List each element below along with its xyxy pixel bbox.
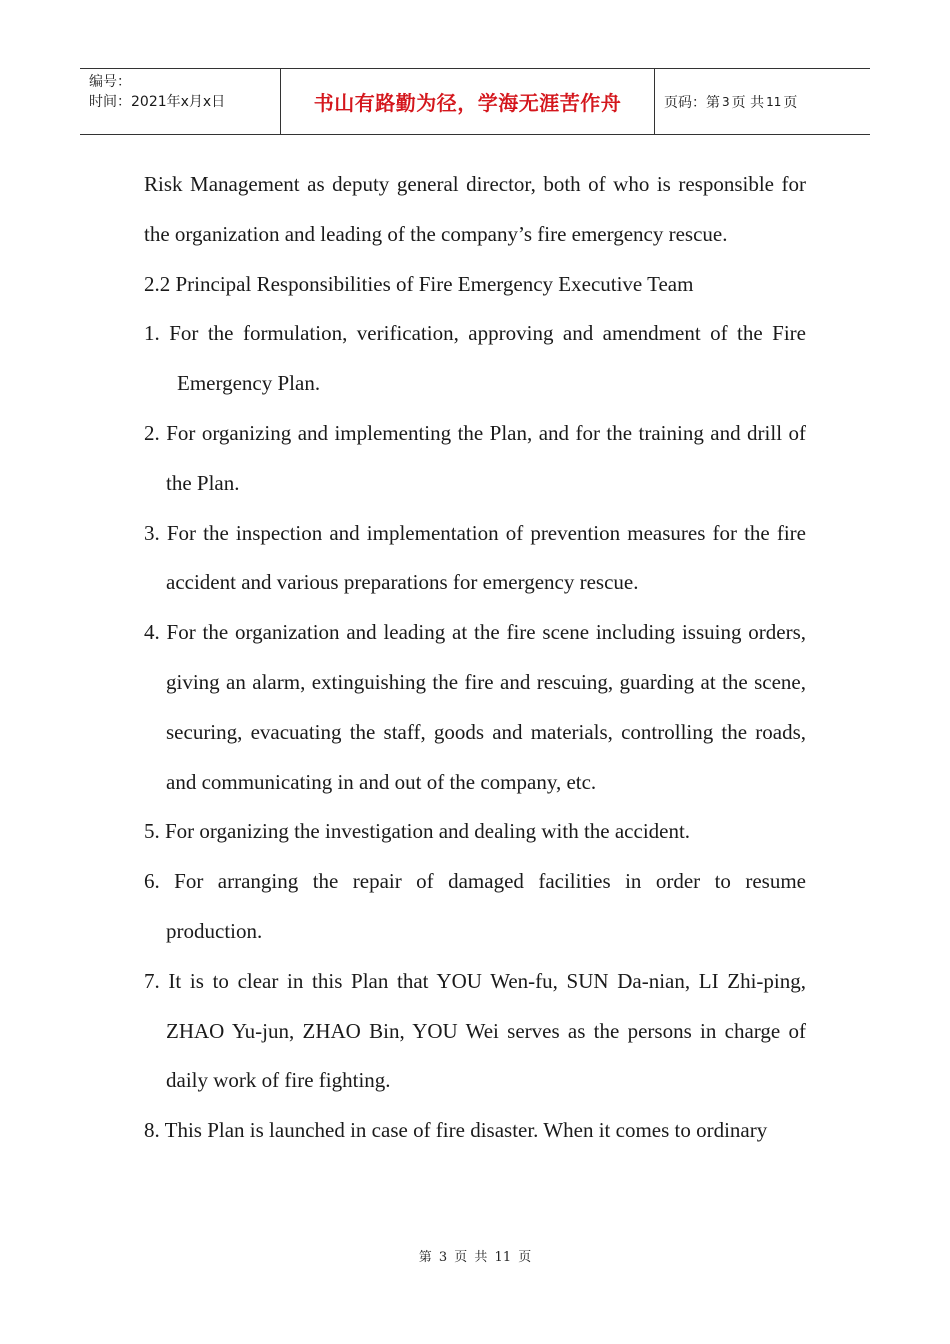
page-prefix: 页码：第 xyxy=(664,94,720,111)
intro-paragraph: Risk Management as deputy general director, both of who is responsible for the organization and leading of the company’s fire emergency rescue. xyxy=(144,172,806,246)
time-label: 时间：2021年x月x日 xyxy=(89,94,226,110)
header-meta xyxy=(80,69,281,134)
list-item: 8. This Plan is launched in case of fire disaster. When it comes to ordinary xyxy=(144,1118,768,1143)
page-header xyxy=(80,68,870,135)
number-label: 编号： xyxy=(89,74,131,90)
list-item: 1. For the formulation, verification, approving and amendment of the Fire Emergency Plan. xyxy=(144,321,806,396)
list-item: 4. For the organization and leading at the fire scene including issuing orders, giving an alarm, extinguishing the fire and rescuing, guarding at the scene, securing, evacuating the staff, goods and materials, controlling the roads, and communicating in and out of the company, etc. xyxy=(144,620,806,794)
list-item: 7. It is to clear in this Plan that YOU Wen-fu, SUN Da-nian, LI Zhi-ping, ZHAO Yu-jun, ZHAO Bin, YOU Wei serves as the persons in charge of daily work of fire fighting. xyxy=(144,968,806,1093)
page-footer: 第 3 页 共 11 页 xyxy=(418,1250,532,1265)
page-total: 11 xyxy=(766,94,782,109)
page-mid: 页 共 xyxy=(731,94,765,111)
section-heading: 2.2 Principal Responsibilities of Fire Emergency Executive Team xyxy=(144,271,694,296)
page-suffix: 页 xyxy=(783,94,798,111)
list-item: 6. For arranging the repair of damaged facilities in order to resume production. xyxy=(144,869,806,943)
page-current: 3 xyxy=(722,94,730,109)
header-page-number xyxy=(655,69,870,134)
header-motto: 书山有路勤为径，学海无涯苦作舟 xyxy=(281,69,655,134)
document-body xyxy=(144,160,806,1156)
list-item: 5. For organizing the investigation and dealing with the accident. xyxy=(144,819,691,844)
list-item: 3. For the inspection and implementation of prevention measures for the fire accident and various preparations for emergency rescue. xyxy=(144,520,806,595)
list-item: 2. For organizing and implementing the Plan, and for the training and drill of the Plan. xyxy=(144,420,806,495)
